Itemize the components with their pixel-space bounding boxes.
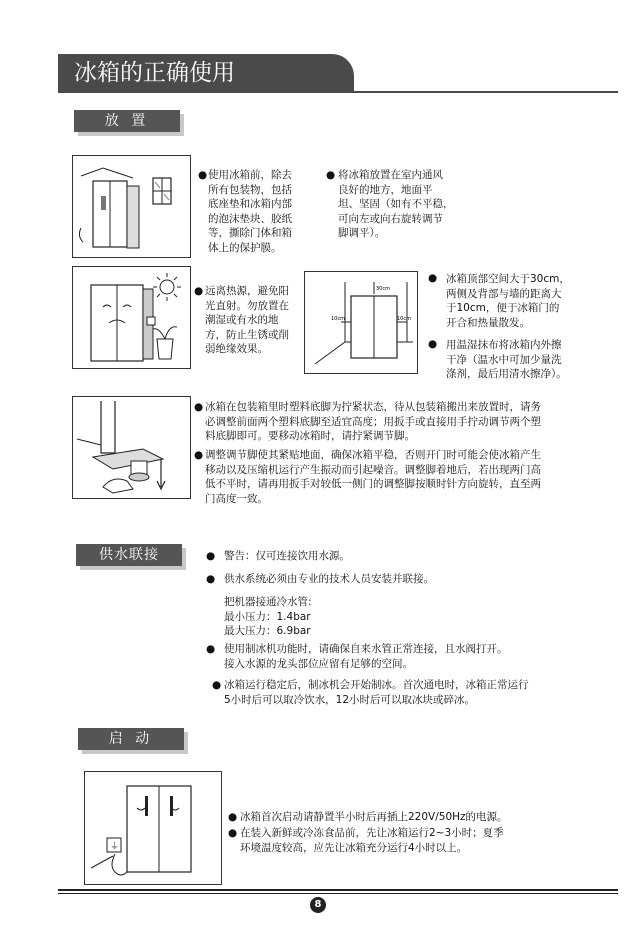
water-installer-note: 供水系统必须由专业的技术人员安装并联接。 (224, 573, 434, 585)
sun-fridge-illustration (73, 267, 190, 368)
figure-heat-source (72, 266, 191, 369)
footer-rule (58, 889, 618, 891)
figure-startup (84, 771, 222, 885)
bullet-icon: ● (194, 285, 204, 297)
startup-fridge-illustration (85, 772, 221, 884)
startup-run-note: 在装入新鲜或冷冻食品前，先让冰箱运行2~3小时；夏季 环境温度较高，应先让冰箱充分运行4小时以上。 (240, 827, 504, 854)
fridge-unpacking-illustration (73, 156, 190, 257)
bullet-icon: ● (194, 401, 204, 413)
bullet-icon: ● (428, 272, 438, 284)
svg-text:⏚: ⏚ (110, 842, 120, 852)
clearance-illustration (305, 272, 417, 373)
section-header-startup: 启 动 (78, 728, 184, 750)
title-underline (58, 91, 618, 93)
placement-text-7: 调整调节脚使其紧贴地面，确保冰箱平稳，否则开门时可能会使冰箱产生 移动以及压缩机运行产生振动而引起噪音。调整脚着地后，若出现两门高 低不平时，请再用扳手对较低一侧门的调整脚按顺时针方向旋转，直至两 门高度一致。 (205, 449, 541, 505)
page-number: 8 (310, 897, 326, 913)
label-right-clearance: 10cm (397, 316, 411, 322)
placement-text-5: 用温湿抹布将冰箱内外擦 干净（温水中可加少量洗 涤剂，最后用清水擦净）。 (446, 339, 567, 381)
section-header-water: 供水联接 (76, 544, 182, 566)
placement-text-1: 使用冰箱前，除去 所有包装物，包括 底座垫和冰箱内部 的泡沫垫块、胶纸 等，撕除门体和箱 体上的保护膜。 (208, 169, 292, 254)
footer-rule-thin (58, 893, 618, 894)
water-icemaker-note: 使用制冰机功能时，请确保自来水管正常连接，且水阀打开。 接入水源的龙头部位应留有足够的空间。 (224, 643, 508, 670)
bullet-icon: ● (212, 679, 222, 691)
placement-text-2: 将冰箱放置在室内通风 良好的地方，地面平 坦、坚固（如有不平稳， 可向左或向右旋转调节 脚调平）。 (338, 169, 454, 240)
water-timing-note: 冰箱运行稳定后，制冰机会开始制冰。首次通电时，冰箱正常运行 5小时后可以取冷饮水，12小时后可以取冰块或碎冰。 (224, 679, 529, 706)
page-title: 冰箱的正确使用 (74, 60, 235, 86)
bullet-icon: ● (206, 643, 216, 655)
section-header-placement: 放 置 (74, 110, 180, 132)
figure-unpacking (72, 155, 191, 258)
bullet-icon: ● (428, 338, 438, 350)
bullet-icon: ● (228, 827, 238, 839)
placement-text-3: 远离热源，避免阳 光直射。勿放置在 潮湿或有水的地 方，防止生锈或削 弱绝缘效果。 (205, 285, 289, 356)
leveling-foot-illustration (73, 397, 190, 498)
label-top-clearance: 30cm (376, 286, 390, 292)
figure-clearance (304, 271, 418, 374)
startup-power-note: 冰箱首次启动请静置半小时后再插上220V/50Hz的电源。 (240, 811, 508, 823)
bullet-icon: ● (326, 169, 336, 181)
label-left-clearance: 10cm (331, 316, 345, 322)
figure-leveling-feet (72, 396, 191, 499)
bullet-icon: ● (206, 573, 216, 585)
bullet-icon: ● (206, 550, 216, 562)
water-pressure-block: 把机器接通冷水管: 最小压力：1.4bar 最大压力：6.9bar (224, 596, 312, 638)
placement-text-6: 冰箱在包装箱里时塑料底脚为拧紧状态，待从包装箱搬出来放置时，请务 必调整前面两个塑料底脚至适宜高度；用扳手或直接用手拧动调节两个塑 料底脚即可。要移动冰箱时，请拧紧调节脚。 (205, 401, 541, 443)
bullet-icon: ● (228, 811, 238, 823)
bullet-icon: ● (194, 449, 204, 461)
bullet-icon: ● (198, 169, 208, 181)
water-warning: 警告：仅可连接饮用水源。 (224, 550, 350, 562)
placement-text-4: 冰箱顶部空间大于30cm， 两侧及背部与墙的距离大 于10cm，便于冰箱门的 开合和热量散发。 (446, 273, 570, 329)
